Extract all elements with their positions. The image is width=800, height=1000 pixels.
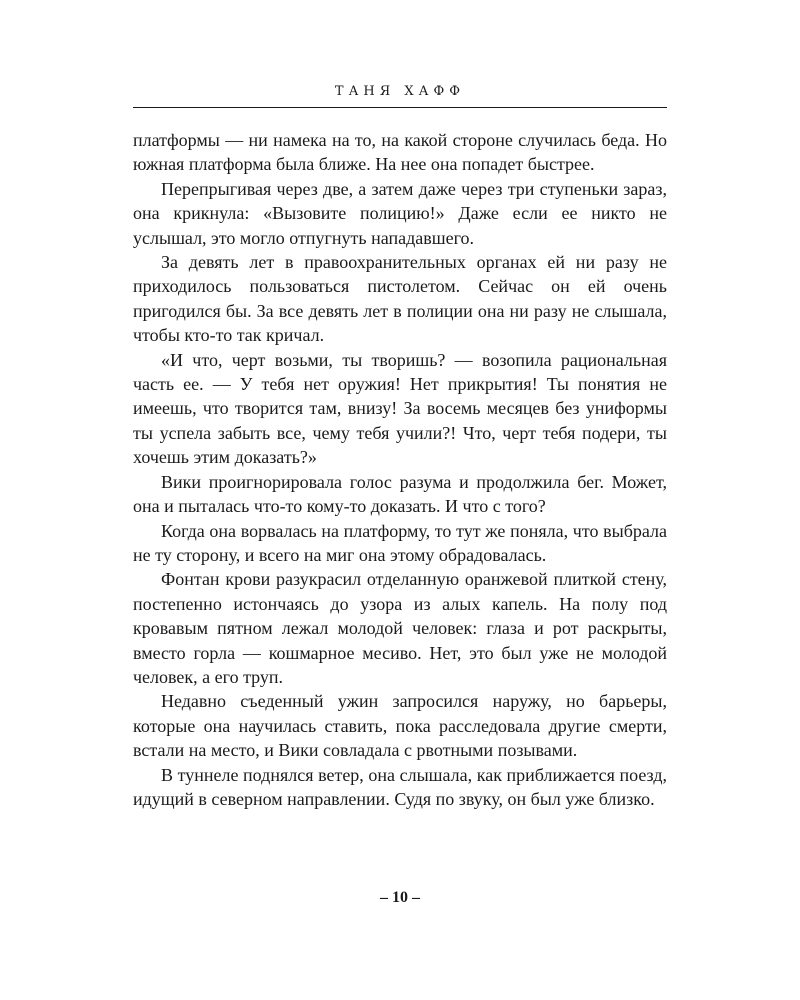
running-head: ТАНЯ ХАФФ bbox=[334, 84, 466, 99]
paragraph: В туннеле поднялся ветер, она слышала, как приближается поезд, идущий в северном направлении. Судя по звуку, он был уже близко. bbox=[133, 764, 667, 809]
header-rule bbox=[133, 107, 667, 108]
body-text bbox=[133, 128, 667, 811]
paragraph: Вики проигнорировала голос разума и продолжила бег. Может, она и пыталась что-то кому-то доказать. И что с того? bbox=[133, 471, 667, 517]
paragraph: Недавно съеденный ужин запросился наружу, но барьеры, которые она научилась ставить, пока расследовала другие смерти, встали на место, и Вики совладала с рвотными позывами. bbox=[133, 691, 667, 761]
paragraph: Фонтан крови разукрасил отделанную оранжевой плиткой стену, постепенно истончаясь до узора из алых капель. На полу под кровавым пятном лежал молодой человек: глаза и рот раскрыты, вместо горла — кошмарное месиво. Нет, это был уже не молодой человек, а его труп. bbox=[133, 569, 667, 687]
paragraph: платформы — ни намека на то, на какой стороне случилась беда. Но южная платформа была ближе. На нее она попадет быстрее. bbox=[133, 130, 667, 175]
paragraph: Перепрыгивая через две, а затем даже через три ступеньки зараз, она крикнула: «Вызовите полицию!» Даже если ее никто не услышал, это могло отпугнуть нападавшего. bbox=[133, 178, 667, 248]
paragraph: «И что, черт возьми, ты творишь? — возопила рациональная часть ее. — У тебя нет оружия! Нет прикрытия! Ты понятия не имеешь, что творится там, внизу! За восемь месяцев без униформы ты успела забыть все, чему тебя учили?! Что, черт тебя подери, ты хочешь этим доказать?» bbox=[133, 349, 667, 468]
page-number: – 10 – bbox=[380, 889, 420, 906]
paragraph: Когда она ворвалась на платформу, то тут же поняла, что выбрала не ту сторону, и всего на миг она этому обрадовалась. bbox=[133, 520, 667, 565]
paragraph: За девять лет в правоохранительных органах ей ни разу не приходилось пользоваться пистолетом. Сейчас он ей очень пригодился бы. За все девять лет в полиции она ни разу не слышала, чтобы кто-то так кричал. bbox=[133, 252, 667, 346]
